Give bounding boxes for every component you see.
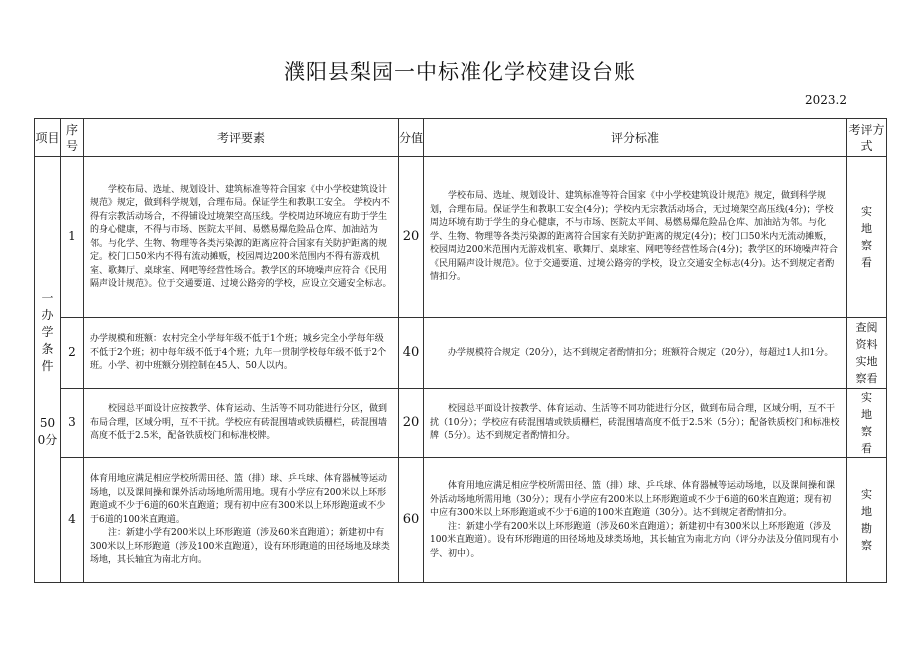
table-row [35,318,887,389]
row-method [847,157,887,318]
row-seq: 1 [61,157,84,318]
row-criteria [424,389,847,458]
section-cell [35,157,61,583]
requirement-note: 注：新建小学有200米以上环形跑道（涉及60米直跑道）；新建初中有300米以上环形跑道（涉及100米直跑道），设有环形跑道的田径场地及球类场地，其长轴宜为南北方向。 [90,528,390,566]
row-requirement [84,157,399,318]
header-requirements: 考评要素 [84,119,399,157]
section-name: 一 办学条件 [41,291,54,373]
row-method [847,318,887,389]
method-text: 实地勘察 [861,488,872,552]
header-method: 考评方式 [847,119,887,157]
ledger-table [34,118,887,583]
row-criteria [424,157,847,318]
row-seq: 2 [61,318,84,389]
criteria-note: 注：新建小学有200米以上环形跑道（涉及60米直跑道）；新建初中有300米以上环形跑道（涉及100米直跑道）。设有环形跑道的田径场地及球类场地，其长轴宜为南北方向（评分办法及分值同现有小学、初中）。 [430,521,839,559]
row-seq: 3 [61,389,84,458]
criteria-text: 体育用地应满足相应学校所需田径、篮（排）球、乒乓球、体育器械等运动场地，以及课间操和课外活动场地所需用地（30分）；现有小学应有200米以上环形跑道或不少于6道的60米直跑道；现有初中应有300米以上环形跑道或不少于6道的100米直跑道（30分）。达不到规定者酌情扣分。 [430,481,836,518]
row-score: 40 [399,318,424,389]
table-header-row [35,119,887,157]
header-criteria: 评分标准 [424,119,847,157]
table-row [35,157,887,318]
requirement-text: 体育用地应满足相应学校所需田径、篮（排）球、乒乓球、体育器械等运动场地，以及课间操和课外活动场地所需用地。现有小学应有200米以上环形跑道或不少于6道的60米直跑道；现有初中应有300米以上环形跑道或不少于6道的100米直跑道。 [90,474,388,525]
row-requirement [84,318,399,389]
row-requirement [84,389,399,458]
row-score: 20 [399,157,424,318]
row-criteria [424,458,847,583]
criteria-text: 学校布局、选址、规划设计、建筑标准等符合国家《中小学校建筑设计规范》规定，做到科学规划，合理布局。保证学生和教职工安全(4分)；学校内无宗教活动场合，无过境架空高压线(4分)；学校周边环境有助于学生的身心健康，不与市场、医院太平间、易燃易爆危险品仓库、加油站为邻。与化学、生物、物理等各类污染源的距离符合国家有关防护距离的规定(4分)；校门口50米内无流动摊贩，校园周边200米范围内无游戏机室、歌舞厅、桌球室、网吧等经营性场合(4分)；教学区的环境噪声符合《民用隔声设计规范》。位于交通要道、过境公路旁的学校，设立交通安全标志(4分)。达不到规定者酌情扣分。 [430,191,838,283]
requirement-text: 办学规模和班额：农村完全小学每年级不低于1个班；城乡完全小学每年级不低于2个班；初中每年级不低于4个班；九年一贯制学校每年级不低于2个班。小学、初中班额分别控制在45人、50人以内。 [90,334,387,372]
row-method [847,458,887,583]
requirement-text: 学校布局、选址、规划设计、建筑标准等符合国家《中小学校建筑设计规范》规定，做到科学规划，合理布局。保证学生和教职工安全。 学校内不得有宗教活动场合，不得铺设过境架空高压线。学校周边环境应有助于学生的身心健康，不得与市场、医院太平间、易燃易爆危险品仓库、加油站为邻。与化学、生物、物理等各类污染源的距离应符合国家有关防护距离的规定。校门口50米内不得有流动摊贩，校园周边200米范围内不得有游戏机室、歌舞厅、桌球室、网吧等经营性场合。教学区的环境噪声应符合《民用隔声设计规范》。位于交通要道、过境公路旁的学校，应设立交通安全标志。 [90,184,392,289]
table-row [35,389,887,458]
header-score: 分值 [399,119,424,157]
section-score: 500分 [37,416,58,447]
criteria-text: 校园总平面设计按教学、体育运动、生活等不同功能进行分区，做到布局合理，区域分明，互不干扰（10分）；学校应有砖混围墙或铁质栅栏，砖混围墙高度不低于2.5米（5分）；配备铁质校门和标准校牌（5分）。达不到规定者酌情扣分。 [430,404,840,442]
table-row [35,458,887,583]
header-seq: 序号 [61,119,84,157]
criteria-text: 办学规模符合规定（20分），达不到规定者酌情扣分；班额符合规定（20分），每超过1人扣1分。 [448,347,834,358]
row-method [847,389,887,458]
method-text: 实地察看 [861,205,872,269]
row-score: 20 [399,389,424,458]
method-text: 实地察看 [861,391,872,455]
method-text: 查阅资料实地察看 [855,321,878,385]
row-requirement [84,458,399,583]
row-criteria [424,318,847,389]
header-item: 项目 [35,119,61,157]
requirement-text: 校园总平面设计应按教学、体育运动、生活等不同功能进行分区，做到布局合理，区域分明，互不干扰。学校应有砖混围墙或铁质栅栏，砖混围墙高度不低于2.5米，配备铁质校门和标准校牌。 [90,404,388,442]
row-seq: 4 [61,458,84,583]
row-score: 60 [399,458,424,583]
document-title: 濮阳县梨园一中标准化学校建设台账 [284,60,636,84]
document-date: 2023.2 [805,93,847,107]
